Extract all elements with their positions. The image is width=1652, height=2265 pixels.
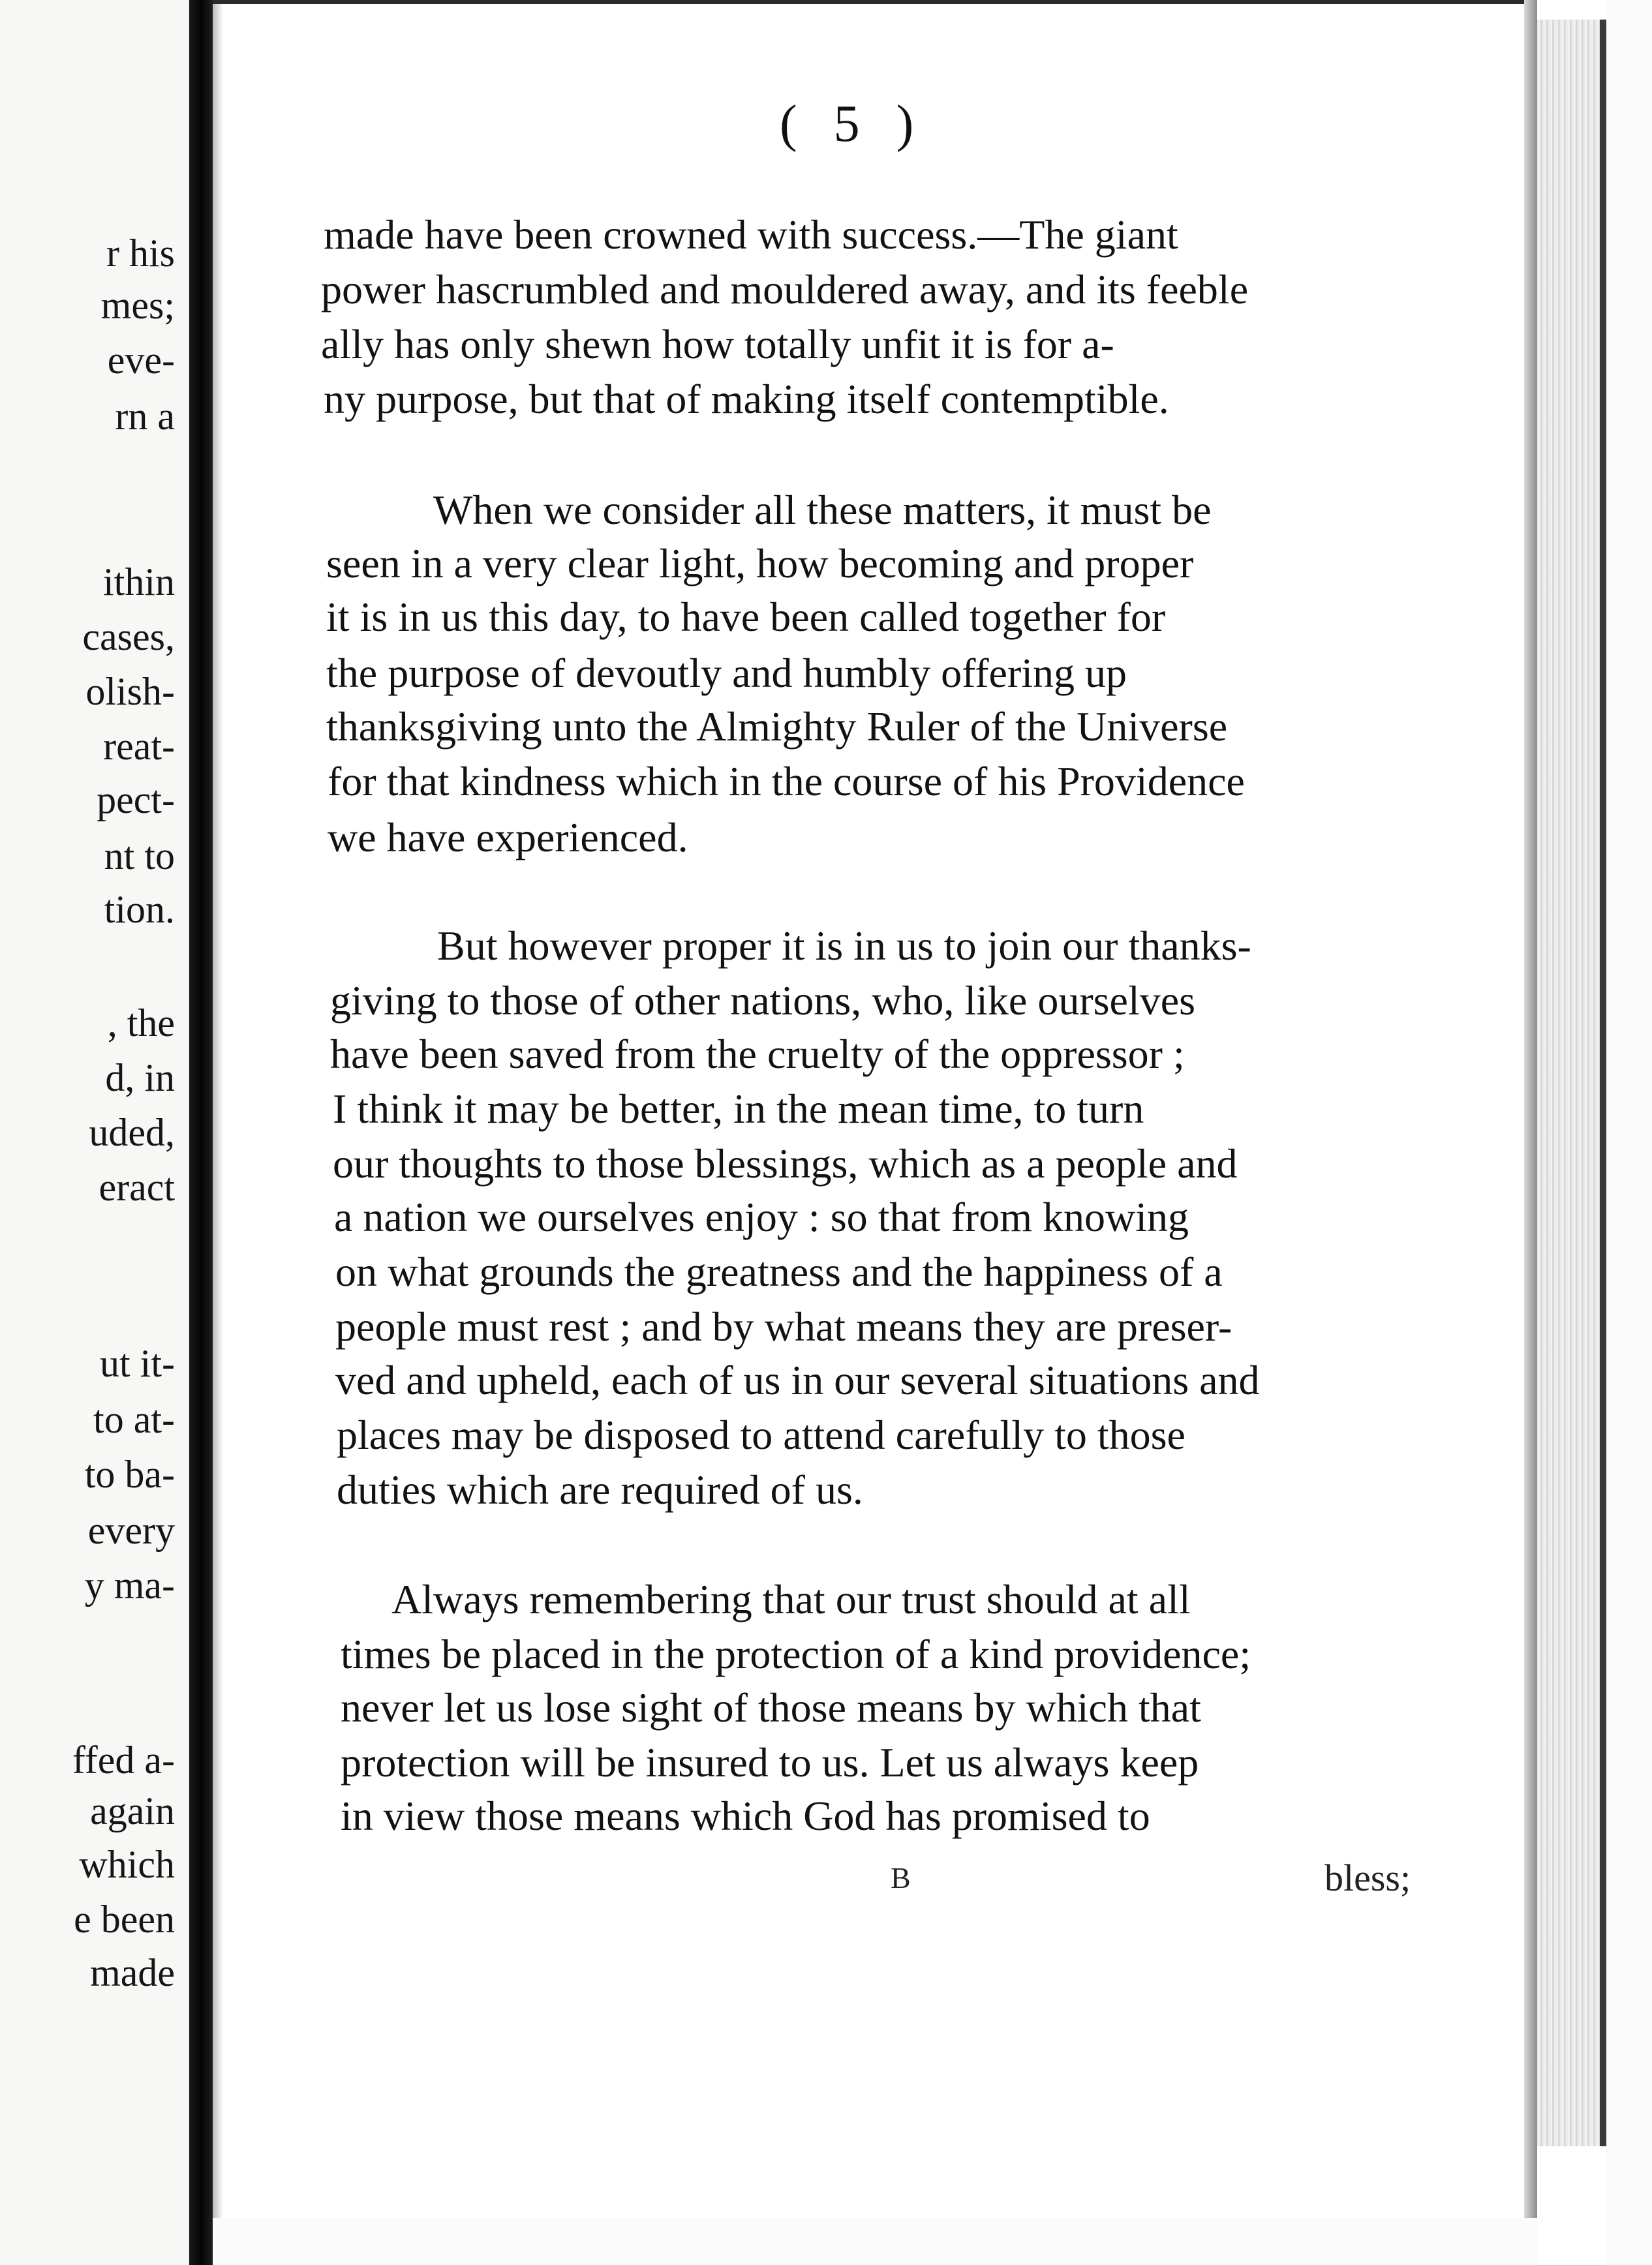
left-page-line: , the [107, 1001, 175, 1044]
page-right-edge [1524, 0, 1537, 2265]
left-page-line: nt to [104, 834, 175, 877]
text-line: Always remembering that our trust should at all [391, 1576, 1191, 1622]
left-page-line: ut it- [100, 1342, 175, 1385]
left-page-line: cases, [82, 615, 175, 658]
text-line: for that kindness which in the course of his Providence [328, 758, 1245, 804]
left-page-line: again [90, 1789, 175, 1832]
text-line: we have experienced. [328, 814, 688, 860]
text-line: a nation we ourselves enjoy : so that from knowing [334, 1194, 1189, 1240]
left-page-line: reat- [103, 725, 175, 768]
text-line: seen in a very clear light, how becoming and proper [326, 540, 1194, 586]
left-page-line: e been [74, 1898, 175, 1941]
left-page-line: r his [106, 232, 175, 275]
catchword: bless; [1324, 1857, 1411, 1899]
left-page-line: made [90, 1951, 175, 1994]
text-line: thanksgiving unto the Almighty Ruler of the Universe [326, 703, 1228, 750]
text-line: the purpose of devoutly and humbly offering up [326, 650, 1127, 696]
text-line: power hascrumbled and mouldered away, and its feeble [321, 266, 1249, 312]
text-line: places may be disposed to attend carefully to those [337, 1412, 1185, 1458]
text-line: ved and upheld, each of us in our several situations and [335, 1357, 1260, 1403]
left-page-line: every [87, 1509, 175, 1552]
left-page-line: to ba- [84, 1453, 175, 1496]
text-line: But however proper it is in us to join our thanks- [437, 922, 1251, 969]
left-page-line: ffed a- [72, 1739, 175, 1782]
left-page-line: which [79, 1843, 175, 1886]
page-number: ( 5 ) [780, 95, 926, 153]
page-bottom-margin [213, 2218, 1537, 2265]
text-line: protection will be insured to us. Let us always keep [341, 1739, 1199, 1786]
text-line: times be placed in the protection of a kind providence; [341, 1631, 1251, 1677]
left-page-line: olish- [85, 670, 175, 713]
left-page-line: pect- [97, 778, 175, 821]
scan-right-margin [1606, 0, 1652, 2265]
left-page-line: mes; [100, 284, 175, 327]
left-page-line: d, in [105, 1056, 175, 1099]
left-page-line: ithin [102, 560, 175, 603]
fore-edge-border [1600, 20, 1606, 2146]
gutter-shadow [213, 0, 223, 2265]
left-page-line: rn a [115, 395, 175, 438]
left-facing-page-fragment [0, 0, 189, 2265]
text-line: never let us lose sight of those means by which that [341, 1684, 1201, 1731]
text-line: in view those means which God has promised to [341, 1793, 1150, 1839]
left-page-line: eve- [107, 339, 175, 382]
signature-mark: B [891, 1861, 911, 1894]
text-line: on what grounds the greatness and the happiness of a [335, 1249, 1223, 1295]
text-line: When we consider all these matters, it must be [433, 487, 1212, 533]
text-line: people must rest ; and by what means they are preser- [335, 1303, 1232, 1350]
left-page-line: eract [99, 1166, 175, 1209]
text-line: ally has only shewn how totally unfit it is for a- [321, 321, 1114, 367]
left-page-line: y ma- [84, 1564, 175, 1607]
text-line: our thoughts to those blessings, which as a people and [333, 1140, 1238, 1187]
book-fore-edge [1537, 20, 1602, 2146]
text-line: giving to those of other nations, who, like ourselves [330, 977, 1196, 1024]
text-line: have been saved from the cruelty of the oppressor ; [330, 1031, 1185, 1077]
left-page-line: to at- [93, 1398, 175, 1441]
book-gutter [189, 0, 213, 2265]
left-page-line: tion. [104, 888, 175, 931]
text-line: duties which are required of us. [337, 1467, 863, 1513]
page-top-edge [213, 0, 1537, 4]
text-line: ny purpose, but that of making itself contemptible. [324, 376, 1169, 422]
left-page-line: uded, [89, 1111, 175, 1154]
text-line: it is in us this day, to have been called together for [326, 594, 1166, 640]
text-line: made have been crowned with success.—The giant [324, 211, 1178, 258]
text-line: I think it may be better, in the mean time, to turn [333, 1086, 1144, 1132]
